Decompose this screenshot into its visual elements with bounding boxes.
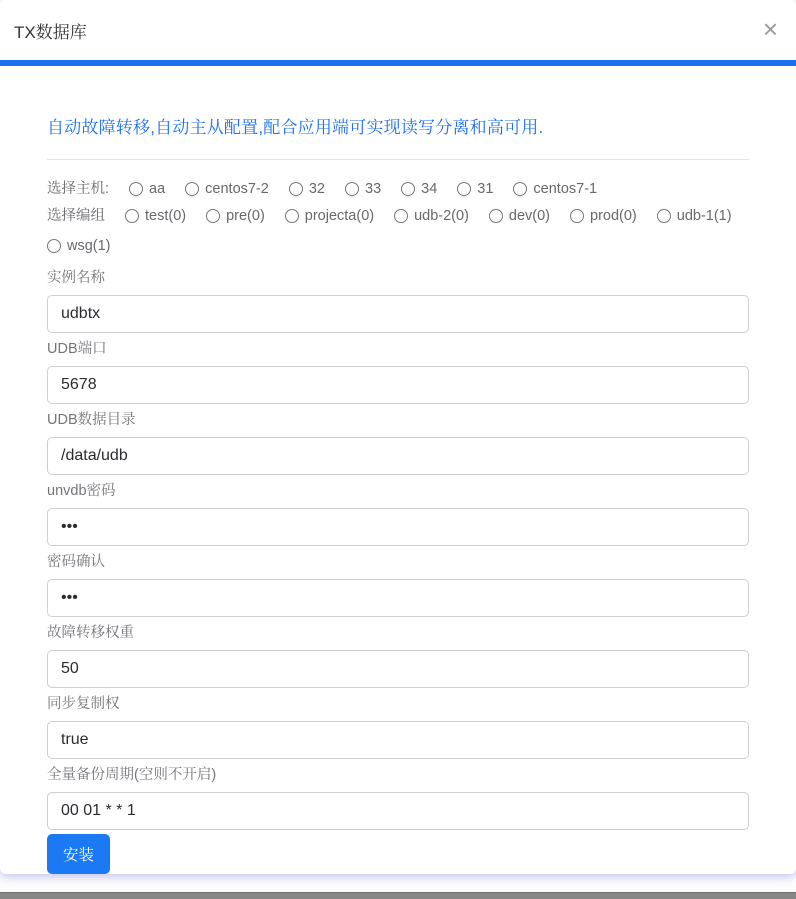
field-label-7: 全量备份周期(空则不开启)	[47, 767, 217, 783]
host-radio[interactable]	[401, 182, 415, 196]
team-option-udb-1(1)[interactable]	[657, 206, 732, 226]
radio-option-label: 34	[421, 181, 438, 197]
field-input-6[interactable]	[47, 721, 749, 759]
team-group-label: 选择编组	[47, 208, 105, 224]
radio-option-label: 31	[477, 181, 494, 197]
field-input-0[interactable]	[47, 295, 749, 333]
radio-option-label: pre(0)	[226, 208, 265, 224]
modal-description: 自动故障转移,自动主从配置,配合应用端可实现读写分离和高可用.	[47, 118, 544, 137]
radio-option-label: centos7-2	[205, 181, 269, 197]
host-option-centos7-1[interactable]	[513, 179, 597, 199]
install-button[interactable]: 安装	[47, 834, 110, 874]
field-input-1[interactable]	[47, 366, 749, 404]
field-input-5[interactable]	[47, 650, 749, 688]
team-option-projecta(0)[interactable]	[285, 206, 374, 226]
team-radio[interactable]	[285, 209, 299, 223]
radio-option-label: projecta(0)	[304, 208, 375, 224]
host-radio[interactable]	[457, 182, 471, 196]
field-input-3[interactable]	[47, 508, 749, 546]
radio-option-label: udb-1(1)	[676, 208, 732, 224]
radio-option-label: test(0)	[145, 208, 187, 224]
radio-option-label: 32	[308, 181, 325, 197]
modal-header	[0, 0, 796, 60]
form-fields	[47, 268, 749, 830]
host-option-31[interactable]	[457, 179, 493, 199]
radio-option-label: 33	[365, 181, 382, 197]
host-option-33[interactable]	[345, 179, 381, 199]
team-radio[interactable]	[489, 209, 503, 223]
team-radio[interactable]	[125, 209, 139, 223]
host-radio[interactable]	[129, 182, 143, 196]
host-radio[interactable]	[289, 182, 303, 196]
page-bottom-bar	[0, 892, 796, 899]
team-radio-group	[47, 206, 749, 256]
modal-title: TX数据库	[14, 22, 87, 42]
radio-option-label: aa	[149, 181, 166, 197]
field-label-6: 同步复制权	[47, 696, 120, 712]
radio-option-label: prod(0)	[590, 208, 637, 224]
field-label-0: 实例名称	[47, 270, 105, 286]
field-label-2: UDB数据目录	[47, 412, 136, 428]
radio-option-label: wsg(1)	[67, 238, 111, 254]
radio-option-label: dev(0)	[508, 208, 551, 224]
team-radio[interactable]	[657, 209, 671, 223]
host-group-label: 选择主机:	[47, 181, 110, 197]
host-radio[interactable]	[185, 182, 199, 196]
field-label-1: UDB端口	[47, 341, 107, 357]
radio-option-label: udb-2(0)	[414, 208, 469, 224]
host-option-32[interactable]	[289, 179, 325, 199]
team-option-wsg(1)[interactable]	[47, 236, 111, 256]
team-option-prod(0)[interactable]	[570, 206, 637, 226]
host-option-centos7-2[interactable]	[185, 179, 269, 199]
field-input-4[interactable]	[47, 579, 749, 617]
host-radio[interactable]	[513, 182, 527, 196]
field-input-2[interactable]	[47, 437, 749, 475]
close-icon[interactable]: ×	[762, 14, 778, 44]
team-radio[interactable]	[47, 239, 61, 253]
field-label-5: 故障转移权重	[47, 625, 134, 641]
host-radio-group	[47, 179, 749, 199]
host-radio[interactable]	[345, 182, 359, 196]
team-option-pre(0)[interactable]	[206, 206, 265, 226]
team-radio[interactable]	[206, 209, 220, 223]
host-option-aa[interactable]	[129, 179, 165, 199]
divider	[47, 159, 749, 160]
field-label-4: 密码确认	[47, 554, 105, 570]
team-radio[interactable]	[394, 209, 408, 223]
field-label-3: unvdb密码	[47, 483, 116, 499]
radio-option-label: centos7-1	[533, 181, 598, 197]
host-option-34[interactable]	[401, 179, 437, 199]
team-option-test(0)[interactable]	[125, 206, 186, 226]
modal-body	[0, 66, 796, 874]
team-option-dev(0)[interactable]	[489, 206, 550, 226]
field-input-7[interactable]	[47, 792, 749, 830]
team-radio[interactable]	[570, 209, 584, 223]
team-option-udb-2(0)[interactable]	[394, 206, 469, 226]
